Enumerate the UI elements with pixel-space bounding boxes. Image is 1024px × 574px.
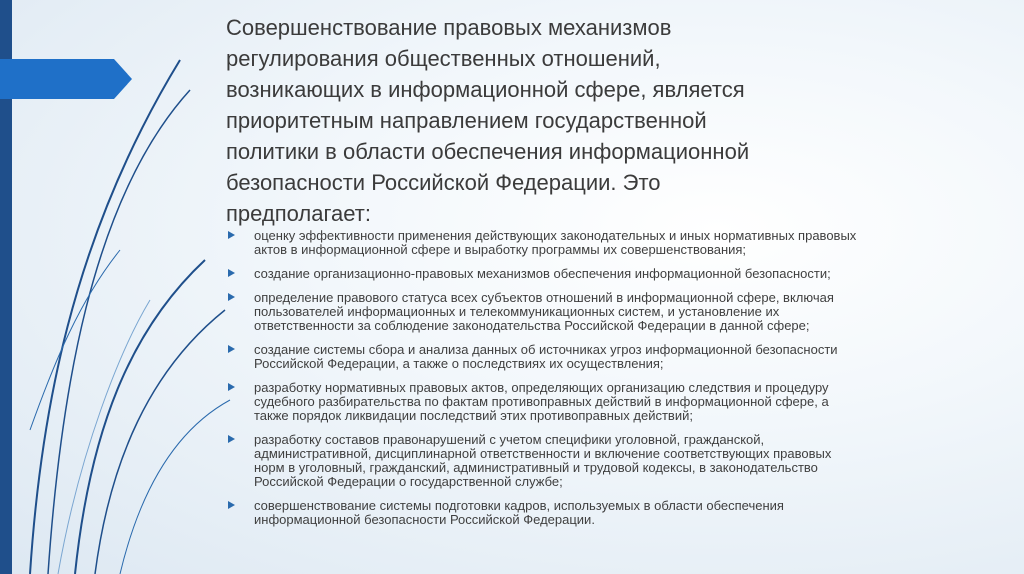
curve-line-7 <box>58 300 150 574</box>
triangle-bullet-icon <box>228 435 235 443</box>
list-item <box>226 291 971 333</box>
bullet-text: создание организационно-правовых механизмов обеспечения информационной безопасности; <box>254 266 831 281</box>
list-item <box>226 267 971 281</box>
triangle-bullet-icon <box>228 269 235 277</box>
curve-line-5 <box>120 400 230 574</box>
curve-line-4 <box>95 310 225 574</box>
curve-line-6 <box>30 250 120 430</box>
list-item <box>226 229 971 257</box>
slide-title: Совершенствование правовых механизмов регулирования общественных отношений, возникающих в информационной сфере, является приоритетным направлением государственной политики в области обеспечения информационной безопасности Российской Федерации. Это предполагает: <box>226 15 750 226</box>
curve-line-1 <box>30 60 180 574</box>
bullet-text: совершенствование системы подготовки кадров, используемых в области обеспечения информационной безопасности Российской Федерации. <box>254 498 784 527</box>
triangle-bullet-icon <box>228 231 235 239</box>
list-item <box>226 433 971 489</box>
bullet-text: определение правового статуса всех субъектов отношений в информационной сфере, включая пользователей информационных и телекоммуникационных систем, и установление их ответственности за соблюдение законодательства Российской Федерации в данной сфере; <box>254 290 834 333</box>
arrow-tab-shape <box>0 59 132 99</box>
bullet-text: создание системы сбора и анализа данных об источниках угроз информационной безопасности Российской Федерации, а также о последствиях их осуществления; <box>254 342 838 371</box>
list-item <box>226 381 971 423</box>
triangle-bullet-icon <box>228 293 235 301</box>
list-item <box>226 343 971 371</box>
triangle-bullet-icon <box>228 383 235 391</box>
bullet-text: разработку составов правонарушений с учетом специфики уголовной, гражданской, административной, дисциплинарной ответственности и включение соответствующих правовых норм в уголовный, гражданский, административный и трудовой кодексы, в законодательство Российской Федерации о государственной службе; <box>254 432 832 489</box>
bullet-text: разработку нормативных правовых актов, определяющих организацию следствия и процедуру судебного разбирательства по фактам противоправных действий в информационной сфере, а также порядок ликвидации последствий этих противоправных действий; <box>254 380 829 423</box>
list-item <box>226 499 971 527</box>
triangle-bullet-icon <box>228 501 235 509</box>
triangle-bullet-icon <box>228 345 235 353</box>
bullet-list <box>226 229 971 537</box>
bullet-text: оценку эффективности применения действующих законодательных и иных нормативных правовых актов в информационной сфере и выработку программы их совершенствования; <box>254 228 857 257</box>
